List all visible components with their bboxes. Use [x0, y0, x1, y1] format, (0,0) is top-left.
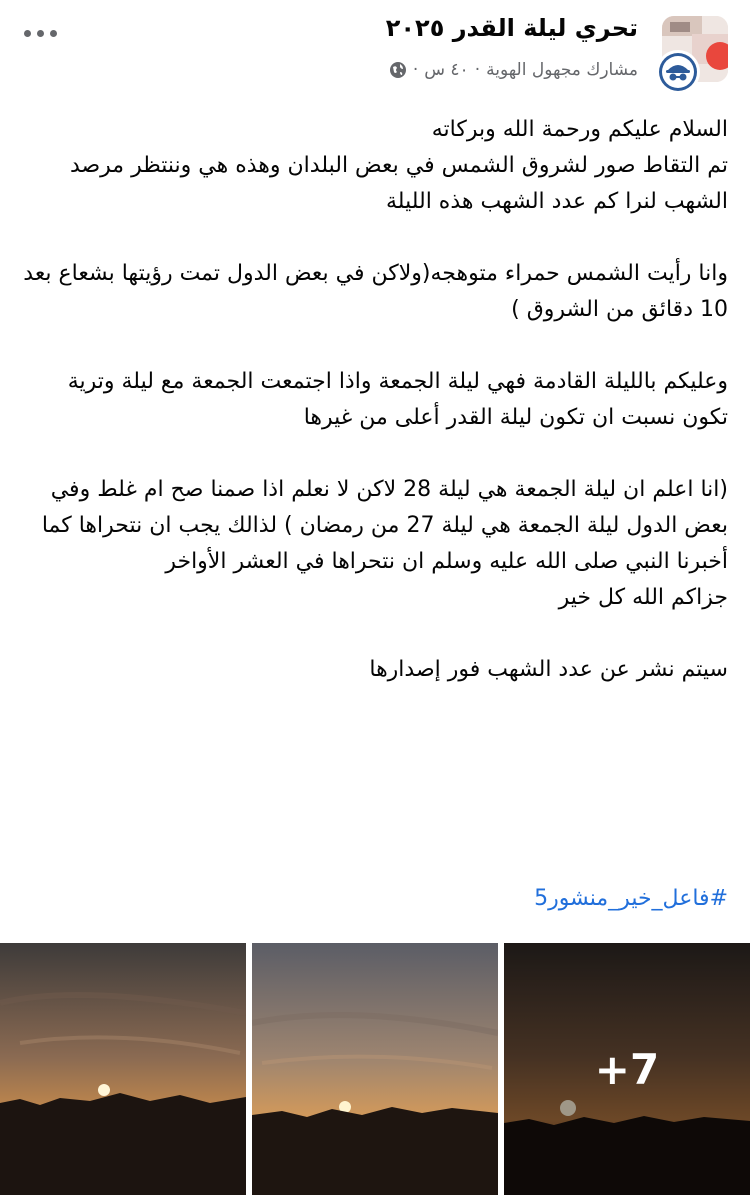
meta-separator: ·: [412, 60, 419, 80]
post-line: جزاكم الله كل خير: [558, 585, 728, 610]
more-dots-icon: [24, 30, 31, 37]
group-name-link[interactable]: تحري ليلة القدر ٢٠٢٥: [385, 14, 638, 42]
more-photos-overlay[interactable]: [504, 943, 750, 1195]
anonymous-user-icon: [658, 52, 698, 92]
sunrise-photo-2[interactable]: [252, 943, 498, 1195]
globe-icon: [389, 61, 407, 79]
anonymous-avatar[interactable]: [656, 50, 700, 94]
post-text: [20, 112, 728, 688]
author-name[interactable]: مشارك مجهول الهوية: [486, 60, 638, 80]
post-header: [0, 0, 750, 100]
post-line: وعليكم بالليلة القادمة فهي ليلة الجمعة واذا اجتمعت الجمعة مع ليلة وترية تكون نسبت ان تكون ليلة القدر أعلى من غيرها: [67, 369, 728, 430]
sunrise-photo-1[interactable]: [0, 943, 246, 1195]
hashtag-link[interactable]: #فاعل_خير_منشور5: [534, 886, 728, 911]
sunrise-photo-3[interactable]: [504, 943, 750, 1195]
post-line: (انا اعلم ان ليلة الجمعة هي ليلة 28 لاكن لا نعلم اذا صمنا صح ام غلط وفي بعض الدول ليلة الجمعة هي ليلة 27 من رمضان ) لذالك يجب ان نتحراها كما أخبرنا النبي صلى الله عليه وسلم ان نتحراها في العشر الأواخر: [41, 477, 728, 574]
post-meta: [389, 60, 638, 80]
more-options-button[interactable]: [18, 18, 62, 48]
post-time[interactable]: ٤٠ س: [424, 60, 469, 80]
post-line: وانا رأيت الشمس حمراء متوهجه(ولاكن في بعض الدول تمت رؤيتها بشعاع بعد 10 دقائق من الشروق ): [23, 261, 728, 322]
post-line: سيتم نشر عن عدد الشهب فور إصدارها: [369, 657, 728, 682]
post-line: تم التقاط صور لشروق الشمس في بعض البلدان وهذه هي وننتظر مرصد الشهب لنرا كم عدد الشهب هذه الليلة: [69, 153, 728, 214]
photo-grid: [0, 943, 750, 1195]
more-photos-count: +7: [594, 1044, 660, 1094]
post-line: السلام عليكم ورحمة الله وبركاته: [431, 117, 728, 142]
meta-separator: ·: [474, 60, 481, 80]
